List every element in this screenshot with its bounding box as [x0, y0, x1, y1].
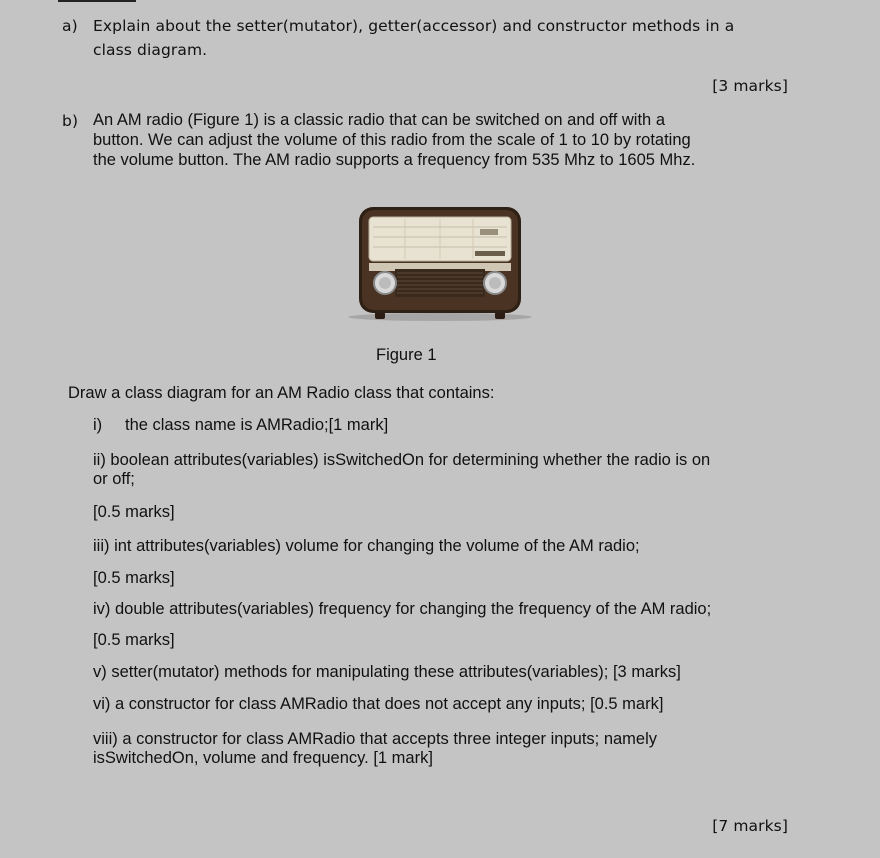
item-iv-text: iv) double attributes(variables) frequency for changing the frequency of the AM radio;: [93, 600, 712, 618]
question-b-line2: button. We can adjust the volume of this radio from the scale of 1 to 10 by rotating: [93, 131, 691, 149]
top-rule: [58, 0, 136, 2]
item-ii-marks: [0.5 marks]: [93, 503, 175, 521]
question-a-line2: class diagram.: [93, 41, 208, 59]
question-b-line1: An AM radio (Figure 1) is a classic radio that can be switched on and off with a: [93, 111, 665, 129]
question-a-line1: Explain about the setter(mutator), getter(accessor) and constructor methods in a: [93, 17, 735, 35]
item-vi-text: vi) a constructor for class AMRadio that does not accept any inputs; [0.5 mark]: [93, 695, 664, 713]
item-iii-marks: [0.5 marks]: [93, 569, 175, 587]
question-b-label: b): [62, 112, 79, 130]
figure-caption: Figure 1: [376, 346, 437, 364]
item-viii-text: viii) a constructor for class AMRadio that accepts three integer inputs; namely: [93, 730, 658, 748]
question-a-label: a): [62, 17, 78, 35]
item-iii-text: iii) int attributes(variables) volume for changing the volume of the AM radio;: [93, 537, 640, 555]
question-b-marks: [7 marks]: [712, 817, 788, 835]
item-v-text: v) setter(mutator) methods for manipulating these attributes(variables); [3 marks]: [93, 663, 681, 681]
am-radio-figure: [345, 205, 535, 325]
class-diagram-instruction: Draw a class diagram for an AM Radio class that contains:: [68, 384, 495, 402]
item-iv-marks: [0.5 marks]: [93, 631, 175, 649]
item-i-text: the class name is AMRadio;[1 mark]: [125, 416, 389, 434]
question-b-line3: the volume button. The AM radio supports a frequency from 535 Mhz to 1605 Mhz.: [93, 151, 696, 169]
item-ii-text: ii) boolean attributes(variables) isSwitchedOn for determining whether the radio is on: [93, 451, 711, 469]
question-a-marks: [3 marks]: [712, 77, 788, 95]
item-ii-text-cont: or off;: [93, 470, 135, 488]
item-i-label: i): [93, 416, 103, 434]
item-viii-text-cont: isSwitchedOn, volume and frequency. [1 mark]: [93, 749, 433, 767]
